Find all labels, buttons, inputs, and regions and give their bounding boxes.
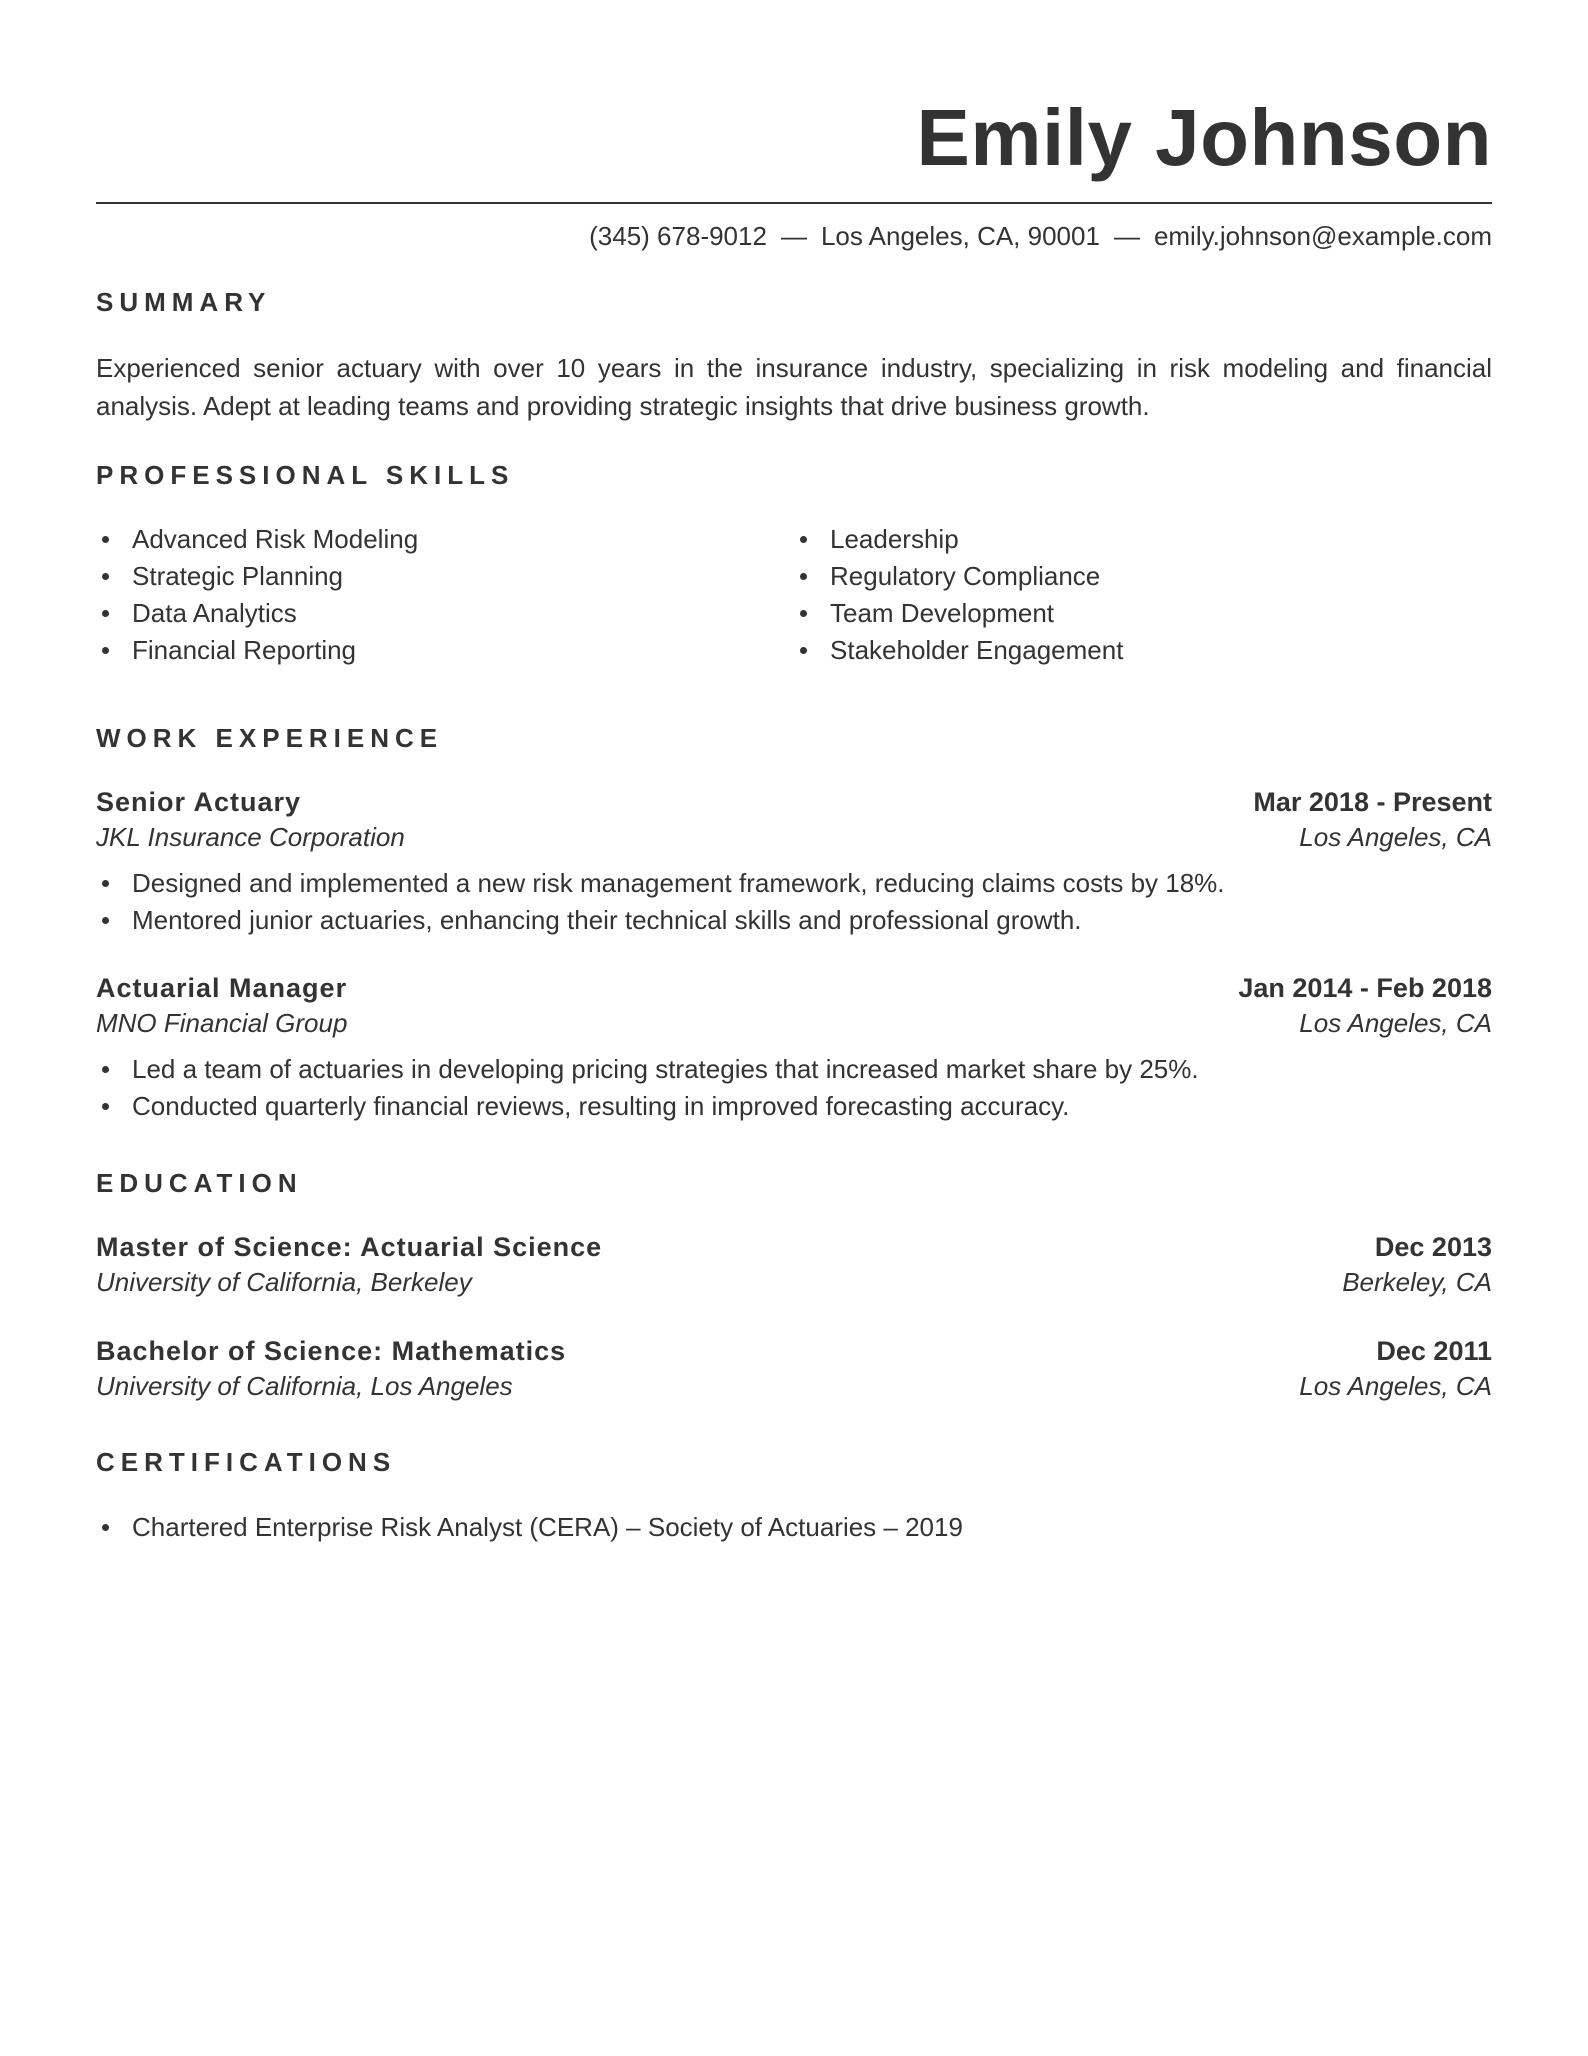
skill-label: Financial Reporting — [132, 635, 357, 665]
education-date: Dec 2011 — [1376, 1336, 1492, 1366]
education-entry — [96, 1230, 1492, 1300]
job-header — [96, 971, 1492, 1005]
contact-separator: — — [780, 221, 807, 251]
contact-email[interactable]: emily.johnson@example.com — [1153, 221, 1492, 251]
job-company: MNO Financial Group — [96, 1008, 348, 1038]
job-bullet-text: Designed and implemented a new risk management framework, reducing claims costs by 18%. — [132, 868, 1225, 898]
contact-location: Los Angeles, CA, 90001 — [820, 221, 1100, 251]
job-dates: Jan 2014 - Feb 2018 — [1238, 973, 1492, 1003]
certifications-list — [96, 1509, 1492, 1546]
certification-item — [96, 1509, 1492, 1546]
bullet-icon — [102, 647, 109, 654]
job-subheader — [96, 1005, 1492, 1041]
bullet-icon — [800, 647, 807, 654]
bullet-icon — [800, 573, 807, 580]
skill-item — [96, 521, 794, 558]
skill-label: Data Analytics — [132, 598, 297, 628]
skill-item — [794, 558, 1492, 595]
job-company: JKL Insurance Corporation — [96, 822, 405, 852]
job-bullets — [96, 865, 1492, 939]
job-bullet — [96, 865, 1492, 902]
job-role: Senior Actuary — [96, 787, 302, 817]
education-header — [96, 1230, 1492, 1264]
skills-column-right — [794, 521, 1492, 669]
job-location: Los Angeles, CA — [1299, 1008, 1492, 1038]
section-title-education: EDUCATION — [96, 1168, 303, 1198]
section-title-skills: PROFESSIONAL SKILLS — [96, 460, 515, 490]
skill-label: Regulatory Compliance — [830, 561, 1101, 591]
skill-label: Team Development — [830, 598, 1054, 628]
bullet-icon — [800, 610, 807, 617]
candidate-name: Emily Johnson — [916, 93, 1492, 182]
education-subheader — [96, 1264, 1492, 1300]
skill-item — [794, 595, 1492, 632]
skill-item — [96, 632, 794, 669]
education-degree: Master of Science: Actuarial Science — [96, 1232, 603, 1262]
job-entry — [96, 785, 1492, 939]
bullet-icon — [102, 917, 109, 924]
job-bullets — [96, 1051, 1492, 1125]
section-title-summary: SUMMARY — [96, 287, 272, 317]
job-bullet-text: Conducted quarterly financial reviews, resulting in improved forecasting accuracy. — [132, 1091, 1070, 1121]
job-entry — [96, 971, 1492, 1125]
contact-separator: — — [1113, 221, 1140, 251]
bullet-icon — [102, 610, 109, 617]
skill-label: Stakeholder Engagement — [830, 635, 1124, 665]
skill-label: Advanced Risk Modeling — [132, 524, 419, 554]
skill-item — [96, 595, 794, 632]
bullet-icon — [102, 1066, 109, 1073]
skill-item — [794, 632, 1492, 669]
job-subheader — [96, 819, 1492, 855]
certification-text: Chartered Enterprise Risk Analyst (CERA) – Society of Actuaries – 2019 — [132, 1512, 963, 1542]
job-bullet — [96, 1051, 1492, 1088]
education-entry — [96, 1334, 1492, 1404]
job-bullet-text: Led a team of actuaries in developing pricing strategies that increased market share by 25%. — [132, 1054, 1199, 1084]
skills-column-left — [96, 521, 794, 669]
bullet-icon — [800, 536, 807, 543]
job-dates: Mar 2018 - Present — [1253, 787, 1492, 817]
education-header — [96, 1334, 1492, 1368]
section-title-work-experience: WORK EXPERIENCE — [96, 723, 444, 753]
contact-phone: (345) 678-9012 — [589, 221, 767, 251]
job-bullet — [96, 1088, 1492, 1125]
job-bullet-text: Mentored junior actuaries, enhancing their technical skills and professional growth. — [132, 905, 1082, 935]
header-divider — [96, 202, 1492, 204]
bullet-icon — [102, 573, 109, 580]
bullet-icon — [102, 536, 109, 543]
bullet-icon — [102, 1524, 109, 1531]
section-title-certifications: CERTIFICATIONS — [96, 1447, 397, 1477]
education-location: Los Angeles, CA — [1299, 1371, 1492, 1401]
skill-label: Leadership — [830, 524, 959, 554]
skills-grid — [96, 521, 1492, 669]
education-subheader — [96, 1368, 1492, 1404]
skill-item — [794, 521, 1492, 558]
job-role: Actuarial Manager — [96, 973, 348, 1003]
education-school: University of California, Berkeley — [96, 1267, 472, 1297]
education-degree: Bachelor of Science: Mathematics — [96, 1336, 567, 1366]
skill-label: Strategic Planning — [132, 561, 344, 591]
summary-text: Experienced senior actuary with over 10 years in the insurance industry, specializing in risk modeling and financial analysis. Adept at leading teams and providing strategic insights that drive business growth. — [96, 353, 1492, 421]
bullet-icon — [102, 880, 109, 887]
bullet-icon — [102, 1103, 109, 1110]
contact-line — [96, 220, 1492, 252]
skill-item — [96, 558, 794, 595]
education-date: Dec 2013 — [1374, 1232, 1492, 1262]
education-school: University of California, Los Angeles — [96, 1371, 513, 1401]
job-header — [96, 785, 1492, 819]
education-location: Berkeley, CA — [1342, 1267, 1492, 1297]
job-location: Los Angeles, CA — [1299, 822, 1492, 852]
job-bullet — [96, 902, 1492, 939]
